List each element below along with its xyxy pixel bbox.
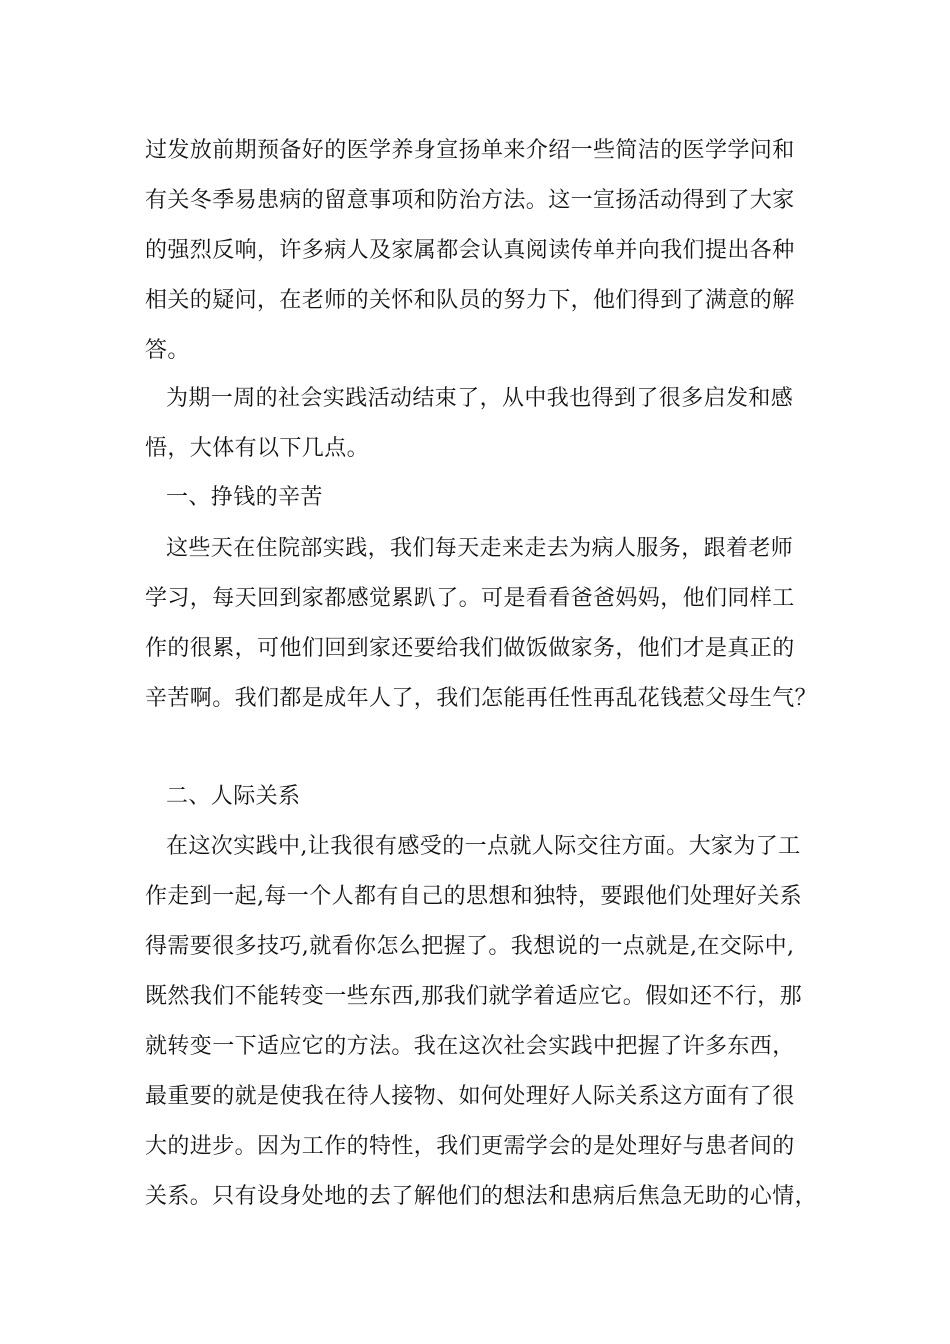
section-heading-1: 一、挣钱的辛苦 (166, 485, 323, 510)
paragraph-line: 学习，每天回到家都感觉累趴了。可是看看爸爸妈妈，他们同样工 (145, 586, 795, 611)
paragraph-line: 答。 (145, 338, 190, 363)
paragraph-line: 辛苦啊。我们都是成年人了，我们怎能再任性再乱花钱惹父母生气？ (145, 686, 818, 711)
section-heading-2: 二、人际关系 (166, 784, 301, 809)
paragraph-line: 过发放前期预备好的医学养身宣扬单来介绍一些简洁的医学学问和 (145, 138, 795, 163)
paragraph-line: 就转变一下适应它的方法。我在这次社会实践中把握了许多东西， (145, 1034, 795, 1059)
paragraph-line: 悟，大体有以下几点。 (145, 436, 370, 461)
paragraph-line: 最重要的就是使我在待人接物、如何处理好人际关系这方面有了很 (145, 1084, 795, 1109)
paragraph-line: 关系。只有设身处地的去了解他们的想法和患病后焦急无助的心情， (145, 1184, 818, 1209)
paragraph-line: 大的进步。因为工作的特性，我们更需学会的是处理好与患者间的 (145, 1134, 795, 1159)
paragraph-line: 在这次实践中,让我很有感受的一点就人际交往方面。大家为了工 (166, 834, 801, 859)
paragraph-line: 有关冬季易患病的留意事项和防治方法。这一宣扬活动得到了大家 (145, 188, 795, 213)
paragraph-line: 为期一周的社会实践活动结束了，从中我也得到了很多启发和感 (166, 386, 794, 411)
paragraph-line: 作的很累，可他们回到家还要给我们做饭做家务，他们才是真正的 (145, 636, 795, 661)
paragraph-line: 作走到一起,每一个人都有自己的思想和独特，要跟他们处理好关系 (145, 884, 802, 909)
paragraph-line: 既然我们不能转变一些东西,那我们就学着适应它。假如还不行，那 (145, 984, 802, 1009)
paragraph-line: 的强烈反响，许多病人及家属都会认真阅读传单并向我们提出各种 (145, 238, 795, 263)
paragraph-line: 这些天在住院部实践，我们每天走来走去为病人服务，跟着老师 (166, 536, 794, 561)
paragraph-line: 相关的疑问，在老师的关怀和队员的努力下，他们得到了满意的解 (145, 288, 795, 313)
paragraph-line: 得需要很多技巧,就看你怎么把握了。我想说的一点就是,在交际中, (145, 934, 795, 959)
